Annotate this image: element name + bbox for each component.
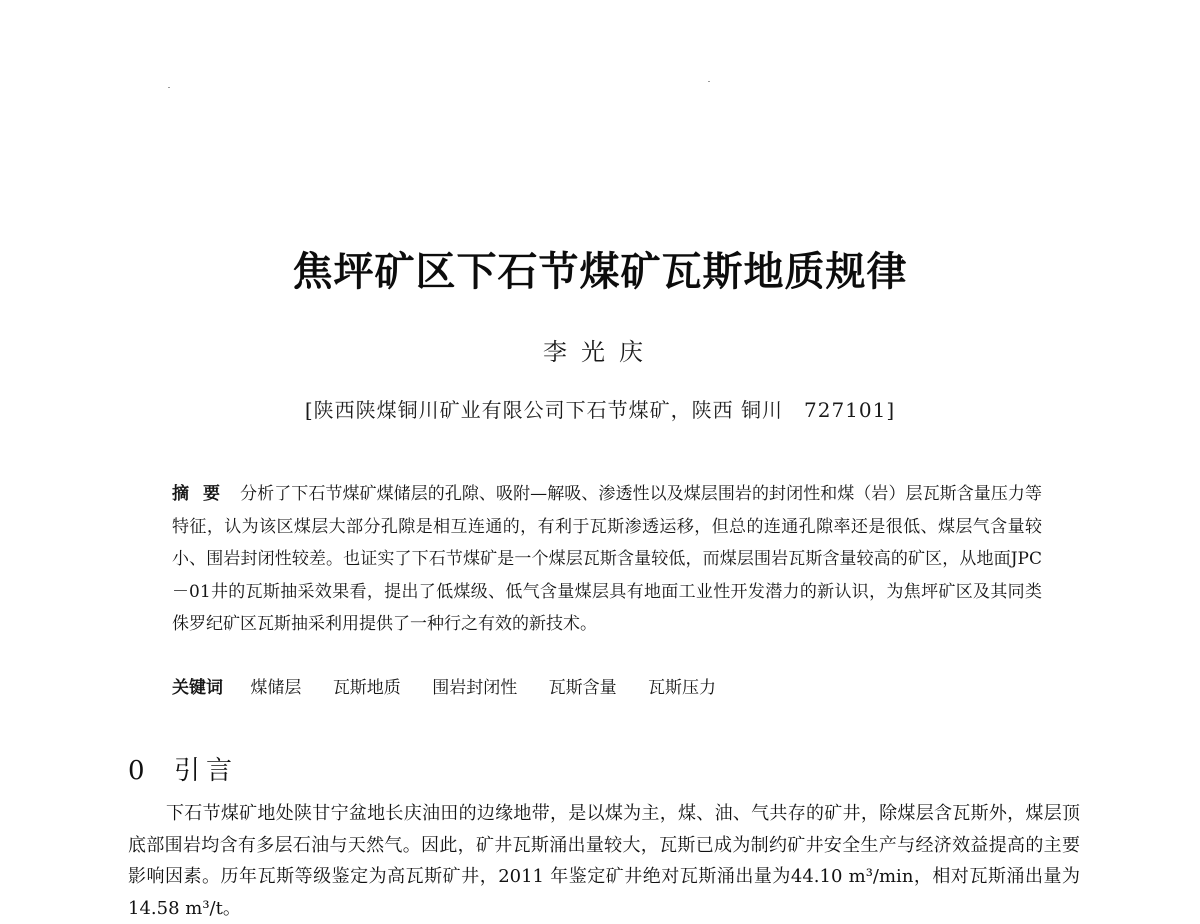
keywords: [172, 673, 1042, 703]
intro-paragraph: 下石节煤矿地处陕甘宁盆地长庆油田的边缘地带，是以煤为主，煤、油、气共存的矿井，除煤层含瓦斯外，煤层顶底部围岩均含有多层石油与天然气。因此，矿井瓦斯涌出量较大，瓦斯已成为制约矿井安全生产与经济效益提高的主要影响因素。历年瓦斯等级鉴定为高瓦斯矿井，2011 年鉴定矿井绝对瓦斯涌出量为44.10 m³/min，相对瓦斯涌出量为14.58 m³/t。: [128, 803, 1080, 919]
keyword: 瓦斯地质: [332, 678, 401, 698]
scan-speck: [168, 87, 170, 88]
author-affiliation: [陕西陕煤铜川矿业有限公司下石节煤矿，陕西 铜川 727101]: [304, 398, 896, 422]
section-name: 引言: [174, 756, 239, 786]
section-heading: [128, 750, 238, 787]
keyword: 煤储层: [250, 678, 302, 698]
author-name: 李光庆: [543, 338, 657, 366]
paper-title: 焦坪矿区下石节煤矿瓦斯地质规律: [292, 249, 908, 295]
abstract-text: 分析了下石节煤矿煤储层的孔隙、吸附—解吸、渗透性以及煤层围岩的封闭性和煤（岩）层瓦斯含量压力等特征，认为该区煤层大部分孔隙是相互连通的，有利于瓦斯渗透运移，但总的连通孔隙率还是很低、煤层气含量较小、围岩封闭性较差。也证实了下石节煤矿是一个煤层瓦斯含量较低，而煤层围岩瓦斯含量较高的矿区，从地面JPC－01井的瓦斯抽采效果看，提出了低煤级、低气含量煤层具有地面工业性开发潜力的新认识，为焦坪矿区及其同类侏罗纪矿区瓦斯抽采利用提供了一种行之有效的新技术。: [172, 484, 1042, 634]
keyword: 瓦斯压力: [648, 678, 717, 698]
keyword: 围岩封闭性: [432, 678, 518, 698]
keywords-label: 关键词: [172, 678, 223, 698]
keyword: 瓦斯含量: [548, 678, 617, 698]
abstract: [172, 478, 1042, 641]
abstract-label: 摘要: [172, 484, 235, 504]
scan-speck: [708, 81, 710, 82]
section-number: 0: [128, 756, 145, 786]
